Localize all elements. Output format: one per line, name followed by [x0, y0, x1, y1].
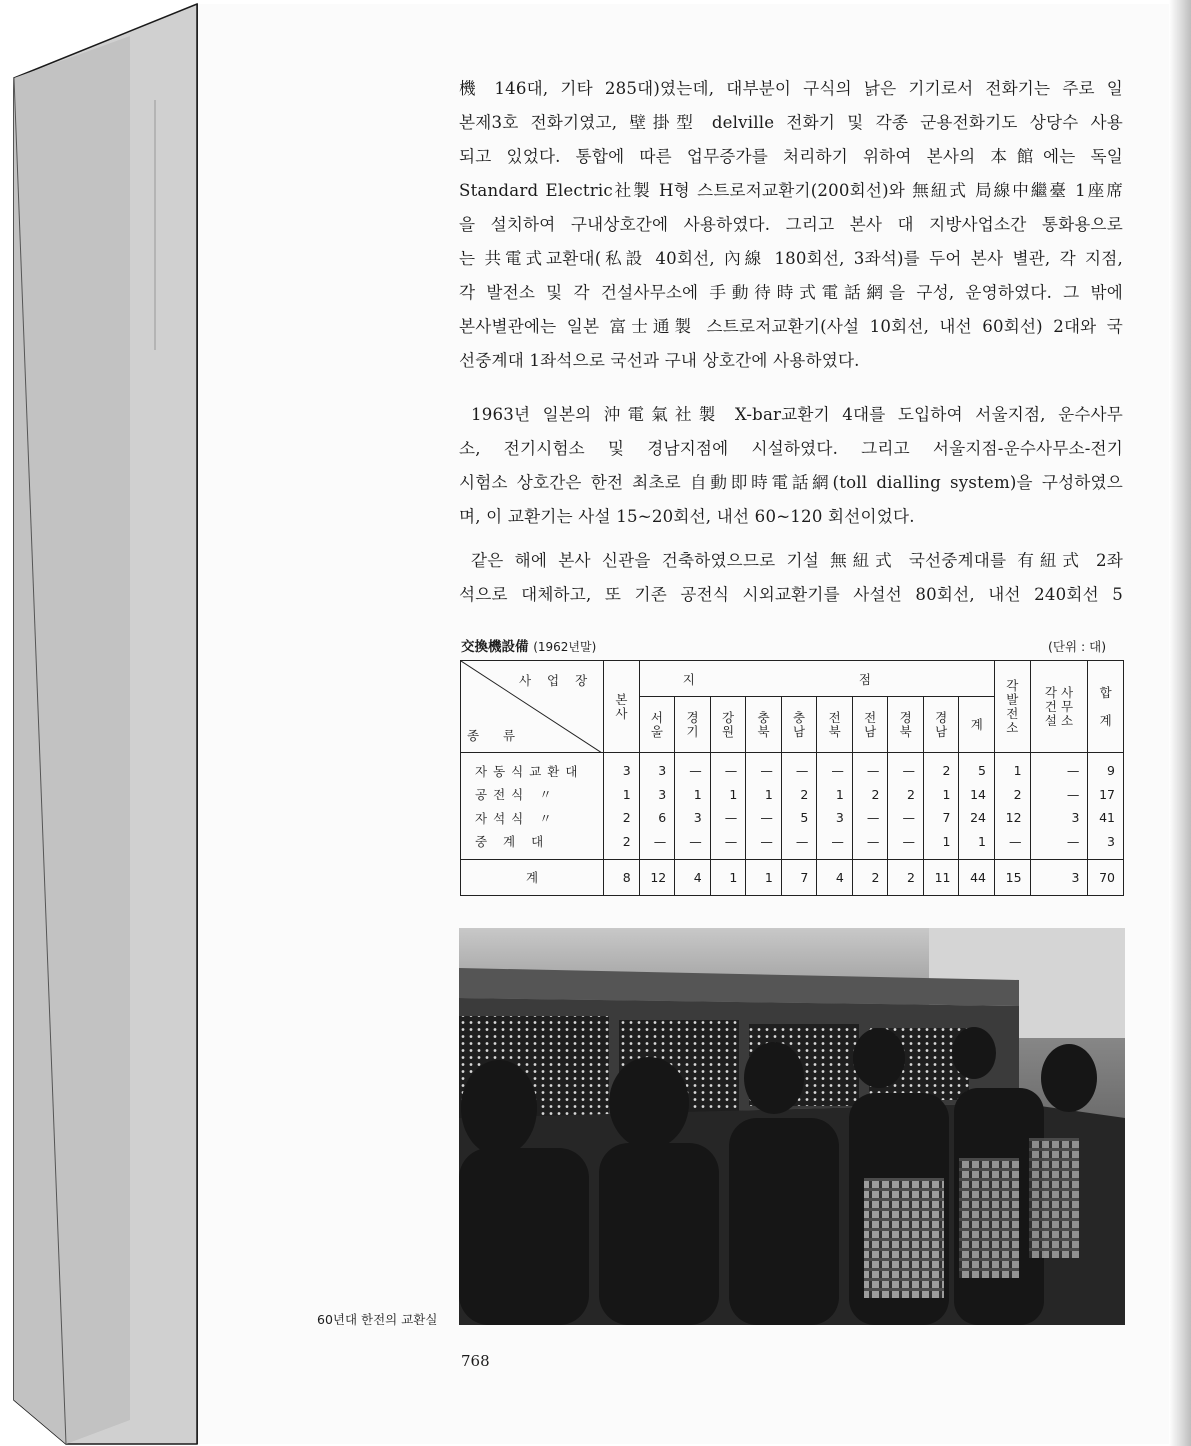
- table-unit: (단위 : 대): [1048, 639, 1107, 654]
- total-cell: 15: [995, 859, 1031, 895]
- total-cell: 7: [781, 859, 817, 895]
- table-corner-header: [461, 661, 604, 753]
- table-cell: 1: [923, 783, 959, 806]
- table-cell: —: [639, 829, 675, 859]
- table-cell: —: [888, 829, 924, 859]
- page-number: 768: [461, 1352, 490, 1370]
- table-cell: 2: [781, 783, 817, 806]
- col-branch: 강 원: [710, 697, 746, 753]
- table-cell: —: [746, 829, 782, 859]
- text-line: 같은 해에 본사 신관을 건축하였으므로 기설 無紐式 국선중계대를 有紐式 2좌: [471, 551, 1123, 570]
- total-cell: 2: [888, 859, 924, 895]
- row-label: 자석식 〃: [461, 806, 604, 829]
- table-body: [461, 753, 1124, 860]
- text-line: 는 共電式교환대(私設 40회선, 內線 180회선, 3좌석)를 두어 본사 별관, 각 지점,: [459, 249, 1123, 268]
- page-edge-shadow: [1169, 0, 1191, 1446]
- text-line: 본사별관에는 일본 富士通製 스트로저교환기(사설 10회선, 내선 60회선) 2대와 국: [459, 317, 1123, 336]
- table-row: [461, 806, 1124, 829]
- table-cell: 41: [1088, 806, 1124, 829]
- table-cell: 3: [639, 753, 675, 783]
- table-cell: —: [888, 806, 924, 829]
- table-cell: —: [675, 829, 711, 859]
- table-row: [461, 753, 1124, 783]
- table-cell: 2: [888, 783, 924, 806]
- table-cell: —: [852, 753, 888, 783]
- table-cell: 1: [604, 783, 640, 806]
- table-cell: 1: [959, 829, 995, 859]
- col-headquarters: 본 사: [604, 661, 640, 753]
- table-cell: —: [817, 753, 853, 783]
- col-branch: 전 북: [817, 697, 853, 753]
- table-cell: 1: [995, 753, 1031, 783]
- total-cell: 70: [1088, 859, 1124, 895]
- table-cell: —: [817, 829, 853, 859]
- table-cell: —: [1030, 783, 1088, 806]
- total-cell: 3: [1030, 859, 1088, 895]
- col-branch: 경 기: [675, 697, 711, 753]
- col-branch: 경 북: [888, 697, 924, 753]
- table-cell: 1: [746, 783, 782, 806]
- col-total: 합 계: [1088, 661, 1124, 753]
- text-line: 되고 있었다. 통합에 따른 업무증가를 처리하기 위하여 본사의 本館에는 독일: [459, 147, 1123, 166]
- text-line: 소, 전기시험소 및 경남지점에 시설하였다. 그리고 서울지점-운수사무소-전기: [459, 439, 1123, 458]
- total-cell: 1: [710, 859, 746, 895]
- total-cell: 4: [817, 859, 853, 895]
- table-cell: —: [1030, 753, 1088, 783]
- paragraph-3: [459, 544, 1123, 612]
- table-cell: —: [1030, 829, 1088, 859]
- table-cell: 3: [1088, 829, 1124, 859]
- table-cell: 2: [923, 753, 959, 783]
- table-cell: 1: [710, 783, 746, 806]
- table-cell: —: [781, 753, 817, 783]
- table-cell: 2: [604, 829, 640, 859]
- table-cell: 3: [1030, 806, 1088, 829]
- col-branch: 전 남: [852, 697, 888, 753]
- table-cell: 7: [923, 806, 959, 829]
- table-cell: 5: [959, 753, 995, 783]
- text-line: 선중계대 1좌석으로 국선과 구내 상호간에 사용하였다.: [459, 351, 860, 370]
- col-power-plants: 각 발 전 소: [995, 661, 1031, 753]
- text-line: 1963년 일본의 沖電氣社製 X-bar교환기 4대를 도입하여 서울지점, 운수사무: [471, 405, 1123, 424]
- corner-top-label: 사 업 장: [518, 673, 594, 688]
- row-label: 중 계 대: [461, 829, 604, 859]
- total-row-label: 계: [461, 859, 604, 895]
- table-cell: 2: [604, 806, 640, 829]
- table-title-note: (1962년말): [533, 640, 597, 654]
- photo-drawing: [459, 928, 1125, 1325]
- total-cell: 2: [852, 859, 888, 895]
- table-cell: 24: [959, 806, 995, 829]
- table-total-row: [461, 859, 1124, 895]
- table-row: [461, 783, 1124, 806]
- text-line: 을 설치하여 구내상호간에 사용하였다. 그리고 본사 대 지방사업소간 통화용으로: [459, 215, 1123, 234]
- photo-caption: 60년대 한전의 교환실: [317, 1312, 438, 1327]
- total-cell: 4: [675, 859, 711, 895]
- table-cell: —: [746, 753, 782, 783]
- total-cell: 12: [639, 859, 675, 895]
- table-cell: —: [710, 806, 746, 829]
- corner-bottom-label: 종 류: [467, 728, 526, 743]
- table-cell: 3: [639, 783, 675, 806]
- table-title: [461, 635, 596, 655]
- table-cell: 17: [1088, 783, 1124, 806]
- text-line: 機 146대, 기타 285대)였는데, 대부분이 구식의 낡은 기기로서 전화기는 주로 일: [459, 79, 1123, 98]
- table-cell: —: [710, 753, 746, 783]
- text-line: 본제3호 전화기였고, 壁掛型 delville 전화기 및 각종 군용전화기도 상당수 사용: [459, 113, 1123, 132]
- row-label: 공전식 〃: [461, 783, 604, 806]
- text-line: 각 발전소 및 각 건설사무소에 手動待時式電話網을 구성, 운영하였다. 그 밖에: [459, 283, 1123, 302]
- text-line: 며, 이 교환기는 사설 15~20회선, 내선 60~120 회선이었다.: [459, 507, 915, 526]
- row-label: 자동식교환대: [461, 753, 604, 783]
- table-cell: 2: [995, 783, 1031, 806]
- text-line: 석으로 대체하고, 또 기존 공전식 시외교환기를 사설선 80회선, 내선 240회선 5: [459, 585, 1123, 604]
- table-row: [461, 829, 1124, 859]
- text-line: 시험소 상호간은 한전 최초로 自動即時電話網(toll dialling system)을 구성하였으: [459, 473, 1123, 492]
- total-cell: 1: [746, 859, 782, 895]
- col-branch: 서 울: [639, 697, 675, 753]
- table-cell: 2: [852, 783, 888, 806]
- table-cell: 3: [817, 806, 853, 829]
- table-cell: 9: [1088, 753, 1124, 783]
- col-branch: 충 북: [746, 697, 782, 753]
- table-cell: 1: [817, 783, 853, 806]
- col-branch-group: 지 점: [639, 661, 994, 697]
- table-cell: —: [995, 829, 1031, 859]
- paragraph-1: [459, 72, 1123, 378]
- paragraph-2: [459, 398, 1123, 534]
- total-cell: 8: [604, 859, 640, 895]
- table-cell: —: [746, 806, 782, 829]
- table-cell: 12: [995, 806, 1031, 829]
- table-cell: —: [888, 753, 924, 783]
- table-cell: 3: [675, 806, 711, 829]
- table-title-text: 交換機設備: [461, 639, 529, 655]
- total-cell: 44: [959, 859, 995, 895]
- col-branch: 경 남: [923, 697, 959, 753]
- table-cell: 1: [675, 783, 711, 806]
- table-cell: 5: [781, 806, 817, 829]
- table-cell: —: [675, 753, 711, 783]
- col-branch-subtotal: 계: [959, 697, 995, 753]
- table-cell: —: [710, 829, 746, 859]
- table-cell: —: [852, 829, 888, 859]
- table-cell: —: [781, 829, 817, 859]
- col-construction-offices: 각 사 건 무 설 소: [1030, 661, 1088, 753]
- table-cell: 3: [604, 753, 640, 783]
- exchange-equipment-table: [460, 660, 1124, 896]
- text-line: Standard Electric社製 H형 스트로저교환기(200회선)와 無紐式 局線中繼臺 1座席: [459, 181, 1123, 200]
- col-branch: 충 남: [781, 697, 817, 753]
- total-cell: 11: [923, 859, 959, 895]
- table-cell: 6: [639, 806, 675, 829]
- table-cell: 1: [923, 829, 959, 859]
- table-cell: —: [852, 806, 888, 829]
- table-cell: 14: [959, 783, 995, 806]
- switchboard-room-photo: [459, 928, 1125, 1325]
